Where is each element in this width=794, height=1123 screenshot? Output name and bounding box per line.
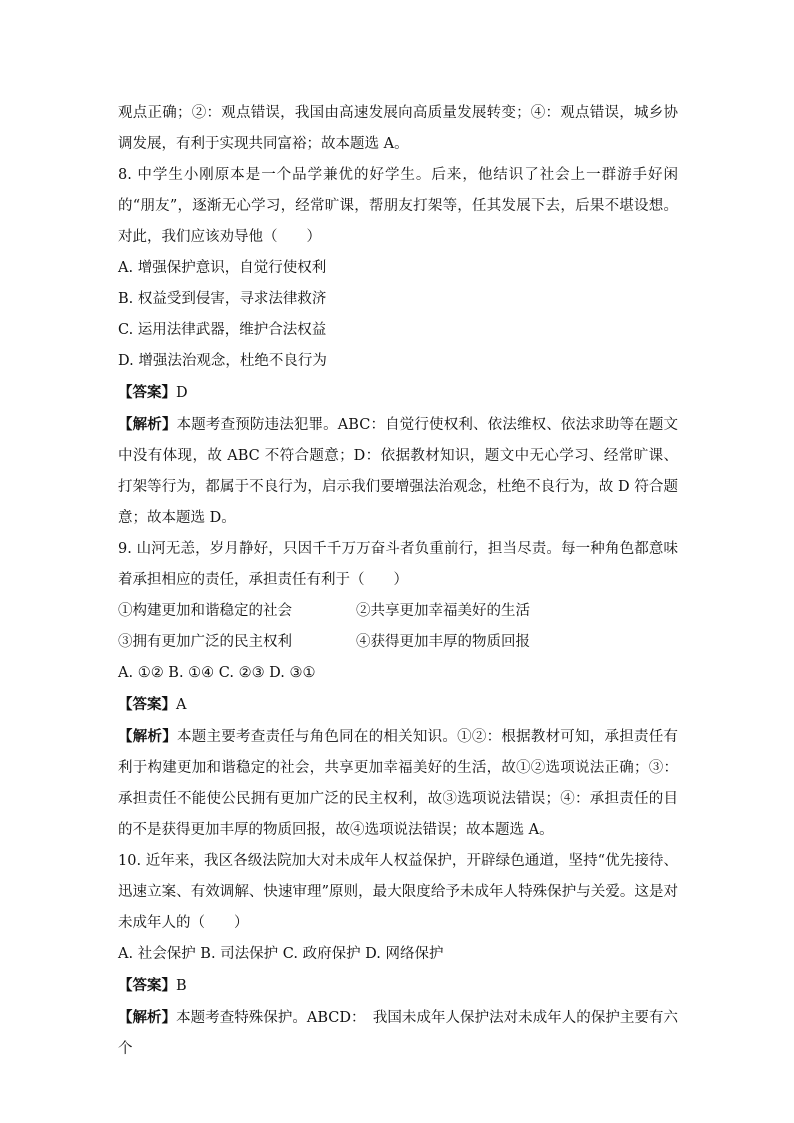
analysis-label: 【解析】 — [118, 416, 177, 433]
option-d: D. 增强法治观念，杜绝不良行为 — [118, 353, 327, 369]
question-stem: 9. 山河无恙，岁月静好，只因千千万万奋斗者负重前行，担当尽责。每一种角色都意味着承担相应的责任，承担责任有利于（ ） — [118, 541, 678, 588]
answer-value: A — [176, 697, 187, 713]
option-b: B. 权益受到侵害，寻求法律救济 — [118, 291, 327, 307]
answer-label: 【答案】 — [118, 696, 176, 713]
analysis-label: 【解析】 — [118, 1009, 177, 1026]
question-stem: 8. 中学生小刚原本是一个品学兼优的好学生。后来，他结识了社会上一群游手好闲的“朋友”，逐渐无心学习，经常旷课，帮朋友打架等，任其发展下去，后果不堪设想。对此，我们应该劝导他（ ） — [118, 167, 678, 245]
statement-1: ①构建更加和谐稳定的社会 — [118, 603, 292, 619]
statement-3: ③拥有更加广泛的民主权利 — [118, 634, 292, 650]
statement-row — [118, 596, 678, 627]
question-10 — [118, 846, 678, 1065]
answer-label: 【答案】 — [118, 977, 176, 994]
choice-line: A. ①② B. ①④ C. ②③ D. ③① — [118, 665, 316, 681]
statement-row — [118, 627, 678, 658]
answer-value: B — [176, 978, 187, 994]
analysis-text: 本题考查特殊保护。ABCD： 我国未成年人保护法对未成年人的保护主要有六个 — [118, 1010, 678, 1057]
analysis-block — [118, 721, 678, 846]
analysis-block — [118, 409, 678, 534]
analysis-text: 本题主要考查责任与角色同在的相关知识。①②：根据教材可知，承担责任有利于构建更加和谐稳定的社会，共享更加幸福美好的生活，故①②选项说法正确；③：承担责任不能使公民拥有更加广泛的民主权利，故③选项说法错误；④：承担责任的目的不是获得更加丰厚的物质回报，故④选项说法错误；故本题选 A。 — [118, 729, 679, 838]
question-stem: 10. 近年来，我区各级法院加大对未成年人权益保护，开辟绿色通道，坚持“优先接待、迅速立案、有效调解、快速审理”原则，最大限度给予未成年人特殊保护与关爱。这是对未成年人的（ ） — [118, 853, 678, 931]
analysis-text: 本题考查预防违法犯罪。ABC：自觉行使权利、依法维权、依法求助等在题文中没有体现，故 ABC 不符合题意；D：依据教材知识，题文中无心学习、经常旷课、打架等行为，都属于不良行为，启示我们要增强法治观念，杜绝不良行为，故 D 符合题意；故本题选 D。 — [118, 417, 679, 526]
option-c: C. 运用法律武器，维护合法权益 — [118, 322, 327, 338]
analysis-block — [118, 1002, 678, 1065]
answer-value: D — [176, 385, 188, 401]
choice-line: A. 社会保护 B. 司法保护 C. 政府保护 D. 网络保护 — [118, 946, 444, 962]
analysis-label: 【解析】 — [118, 728, 177, 745]
statement-2: ②共享更加幸福美好的生活 — [356, 603, 530, 619]
answer-line — [118, 970, 678, 1002]
previous-analysis-continuation: 观点正确；②：观点错误，我国由高速发展向高质量发展转变；④：观点错误，城乡协调发展，有利于实现共同富裕；故本题选 A。 — [118, 105, 678, 152]
question-8 — [118, 160, 678, 534]
answer-line — [118, 377, 678, 409]
answer-line — [118, 689, 678, 721]
statement-4: ④获得更加丰厚的物质回报 — [356, 634, 530, 650]
option-a: A. 增强保护意识，自觉行使权利 — [118, 260, 327, 276]
question-9 — [118, 534, 678, 846]
answer-label: 【答案】 — [118, 384, 176, 401]
document-body — [118, 98, 678, 1065]
